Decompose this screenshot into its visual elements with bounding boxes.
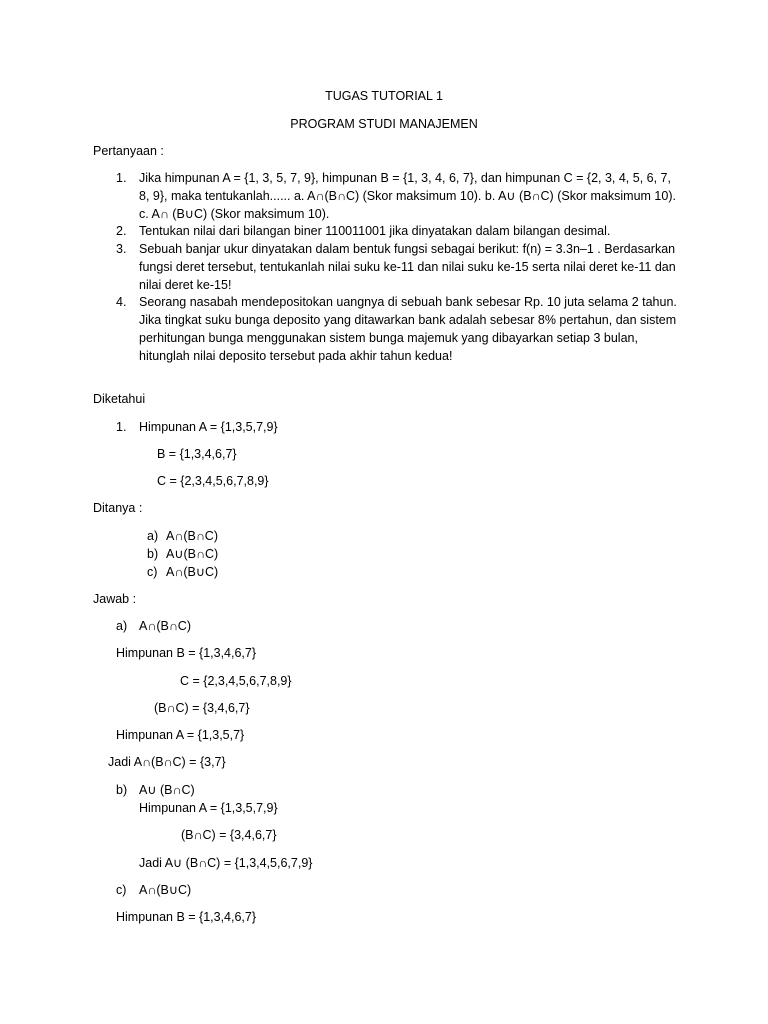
answer-b-title: A∪ (B∩C) xyxy=(139,783,195,797)
known-label: Diketahui xyxy=(93,392,146,406)
answer-a-set-a: Himpunan A = {1,3,5,7} xyxy=(116,728,245,742)
answer-c-set-b: Himpunan B = {1,3,4,6,7} xyxy=(116,910,257,924)
asked-letter: c) xyxy=(147,565,158,579)
asked-item: A∪(B∩C) xyxy=(166,547,219,561)
answer-b-letter: b) xyxy=(116,783,128,797)
answer-c-title: A∩(B∪C) xyxy=(139,883,192,897)
answer-b-b-intersect-c: (B∩C) = {3,4,6,7} xyxy=(181,828,277,842)
document-subtitle: PROGRAM STUDI MANAJEMEN xyxy=(290,117,478,131)
question-number: 3. xyxy=(116,242,127,256)
question-number: 1. xyxy=(116,171,127,185)
answer-label: Jawab : xyxy=(93,592,137,606)
asked-item: A∩(B∪C) xyxy=(166,565,219,579)
asked-label: Ditanya : xyxy=(93,501,143,515)
answer-c-letter: c) xyxy=(116,883,127,897)
known-set-a: Himpunan A = {1,3,5,7,9} xyxy=(139,420,278,434)
known-number: 1. xyxy=(116,420,127,434)
document-title: TUGAS TUTORIAL 1 xyxy=(325,89,443,103)
answer-a-result: Jadi A∩(B∩C) = {3,7} xyxy=(108,755,226,769)
answer-a-letter: a) xyxy=(116,619,128,633)
known-set-c: C = {2,3,4,5,6,7,8,9} xyxy=(157,474,269,488)
asked-item: A∩(B∩C) xyxy=(166,529,218,543)
answer-a-set-b: Himpunan B = {1,3,4,6,7} xyxy=(116,646,257,660)
answer-b-set-a: Himpunan A = {1,3,5,7,9} xyxy=(139,801,278,815)
answer-a-title: A∩(B∩C) xyxy=(139,619,191,633)
asked-letter: b) xyxy=(147,547,159,561)
question-number: 2. xyxy=(116,224,127,238)
question-number: 4. xyxy=(116,295,127,309)
question-text: Sebuah banjar ukur dinyatakan dalam bentuk fungsi sebagai berikut: f(n) = 3.3n–1 . Berdasarkan fungsi deret tersebut, tentukanlah nilai suku ke-11 dan nilai suku ke-15 serta nilai deret ke-11 dan nilai deret ke-15! xyxy=(139,242,676,292)
question-text: Jika himpunan A = {1, 3, 5, 7, 9}, himpunan B = {1, 3, 4, 6, 7}, dan himpunan C = {2, 3, 4, 5, 6, 7, 8, 9}, maka tentukanlah...... a. A∩(B∩C) (Skor maksimum 10). b. A∪ (B∩C) (Skor maksimum 10). c. A∩ (B∪C) (Skor maksimum 10). xyxy=(139,171,676,221)
question-text: Seorang nasabah mendepositokan uangnya di sebuah bank sebesar Rp. 10 juta selama 2 tahun. Jika tingkat suku bunga deposito yang ditawarkan bank adalah sebesar 8% pertahun, dan sistem perhitungan bunga menggunakan sistem bunga majemuk yang dibayarkan setiap 3 bulan, hitunglah nilai deposito tersebut pada akhir tahun kedua! xyxy=(139,295,677,363)
answer-a-set-c: C = {2,3,4,5,6,7,8,9} xyxy=(180,674,292,688)
answer-b-result: Jadi A∪ (B∩C) = {1,3,4,5,6,7,9} xyxy=(139,856,313,870)
questions-label: Pertanyaan : xyxy=(93,144,164,158)
answer-a-b-intersect-c: (B∩C) = {3,4,6,7} xyxy=(154,701,250,715)
asked-letter: a) xyxy=(147,529,159,543)
known-set-b: B = {1,3,4,6,7} xyxy=(157,447,237,461)
question-text: Tentukan nilai dari bilangan biner 110011001 jika dinyatakan dalam bilangan desimal. xyxy=(139,224,611,238)
